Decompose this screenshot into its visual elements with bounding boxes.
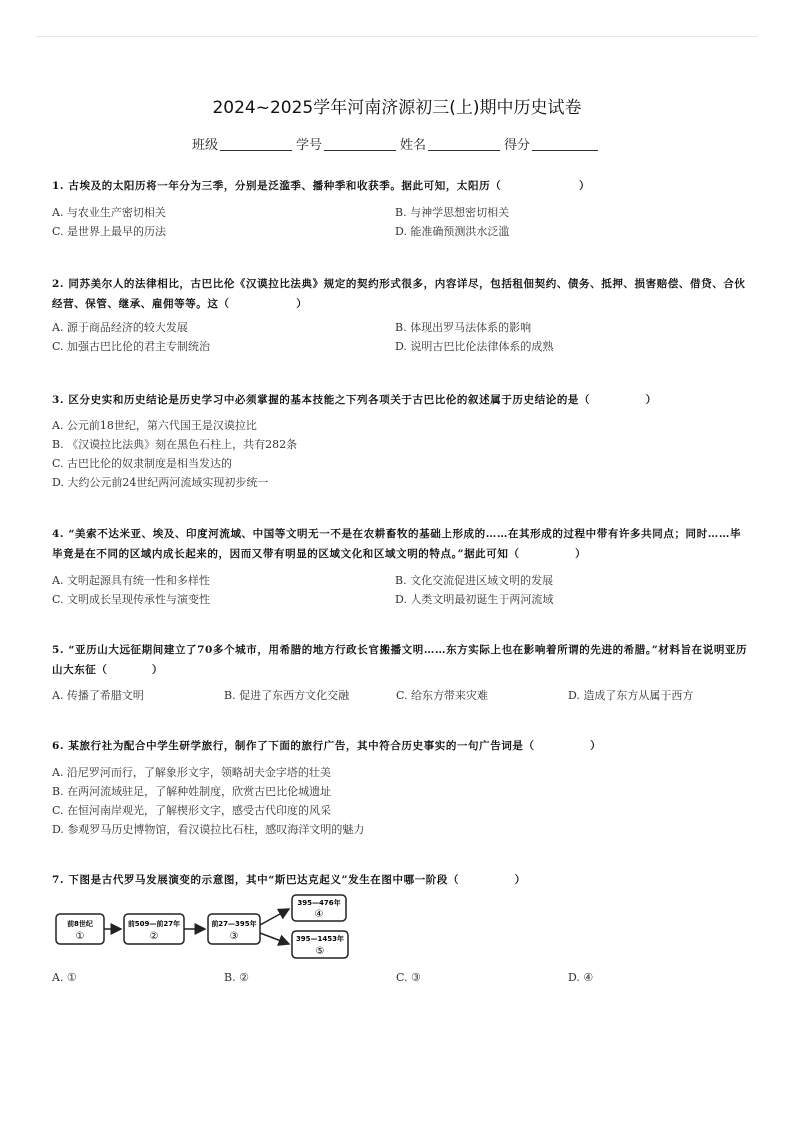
question-3 — [52, 390, 752, 492]
name-label: 姓名 — [400, 138, 427, 153]
question-4 — [52, 524, 752, 609]
node-period: 395—1453年 — [295, 935, 345, 943]
option-c[interactable]: C. 古巴比伦的奴隶制度是相当发达的 — [52, 457, 233, 470]
number-label: 学号 — [295, 138, 322, 153]
question-stem: 7. 下图是古代罗马发展演变的示意图，其中“斯巴达克起义”发生在图中哪一阶段（ ） — [52, 874, 526, 886]
option-d[interactable]: D. 能准确预测洪水泛滥 — [395, 225, 510, 238]
option-d[interactable]: D. 大约公元前24世纪两河流域实现初步统一 — [52, 476, 269, 489]
node-period: 前27—395年 — [211, 920, 257, 928]
arrow — [260, 933, 289, 944]
node-number: ① — [75, 931, 85, 942]
option-d[interactable]: D. 人类文明最初诞生于两河流域 — [395, 593, 554, 606]
question-1 — [52, 176, 752, 241]
node-number: ② — [149, 931, 159, 942]
option-d[interactable]: D. 造成了东方从属于西方 — [568, 689, 694, 702]
option-a[interactable]: A. ① — [52, 971, 77, 984]
diagram-node-2 — [124, 914, 184, 944]
option-b[interactable]: B. 与神学思想密切相关 — [395, 206, 510, 219]
option-b[interactable]: B. 促进了东西方文化交融 — [224, 689, 350, 702]
node-period: 前509—前27年 — [127, 920, 181, 928]
question-stem: 2. 同苏美尔人的法律相比，古巴比伦《汉谟拉比法典》规定的契约形式很多，内容详尽，包括租佃契约、债务、抵押、损害赔偿、借贷、合伙经营、保管、继承、雇佣等等。这（ ） — [52, 278, 746, 310]
node-number: ④ — [314, 909, 324, 920]
option-a[interactable]: A. 沿尼罗河而行，了解象形文字，领略胡夫金字塔的壮美 — [52, 766, 331, 779]
class-blank[interactable] — [220, 138, 292, 151]
option-b[interactable]: B. 体现出罗马法体系的影响 — [395, 321, 532, 334]
option-a[interactable]: A. 源于商品经济的较大发展 — [52, 321, 188, 334]
option-c[interactable]: C. 文明成长呈现传承性与演变性 — [52, 593, 211, 606]
question-stem: 1. 古埃及的太阳历将一年分为三季，分别是泛滥季、播种季和收获季。据此可知，太阳历（ ） — [52, 180, 591, 192]
option-c[interactable]: C. 给东方带来灾难 — [396, 689, 489, 702]
node-period: 395—476年 — [297, 899, 341, 907]
option-b[interactable]: B. 在两河流域驻足，了解种姓制度，欣赏古巴比伦城遗址 — [52, 785, 332, 798]
arrow — [260, 909, 289, 925]
score-blank[interactable] — [532, 138, 598, 151]
student-info-line — [0, 134, 794, 153]
diagram-node-3 — [208, 914, 260, 944]
option-c[interactable]: C. 是世界上最早的历法 — [52, 225, 167, 238]
option-a[interactable]: A. 传播了希腊文明 — [52, 689, 144, 702]
node-number: ⑤ — [315, 946, 325, 957]
option-c[interactable]: C. 在恒河南岸观光，了解楔形文字，感受古代印度的风采 — [52, 804, 332, 817]
question-stem: 3. 区分史实和历史结论是历史学习中必须掌握的基本技能之下列各项关于古巴比伦的叙述属于历史结论的是（ ） — [52, 394, 657, 406]
diagram-node-1 — [56, 914, 104, 944]
option-a[interactable]: A. 公元前18世纪，第六代国王是汉谟拉比 — [52, 419, 257, 432]
number-blank[interactable] — [324, 138, 396, 151]
question-stem: 6. 某旅行社为配合中学生研学旅行，制作了下面的旅行广告，其中符合历史事实的一句广告词是（ ） — [52, 740, 602, 752]
question-6 — [52, 736, 752, 839]
rome-development-diagram — [50, 892, 360, 962]
question-2 — [52, 274, 752, 356]
page-top-rule — [36, 36, 758, 37]
option-a[interactable]: A. 文明起源具有统一性和多样性 — [52, 574, 210, 587]
score-label: 得分 — [504, 138, 531, 153]
option-c[interactable]: C. ③ — [396, 971, 421, 984]
option-b[interactable]: B. 文化交流促进区域文明的发展 — [395, 574, 554, 587]
question-stem: 4. “美索不达米亚、埃及、印度河流域、中国等文明无一不是在农耕畜牧的基础上形成的……在其形成的过程中带有许多共同点；同时……毕毕竟是在不同的区域内成长起来的，因而又带有明显的区域文化和区域文明的特点。”据此可知（ ） — [52, 528, 742, 560]
diagram-node-4 — [292, 895, 346, 921]
class-label: 班级 — [191, 138, 218, 153]
option-d[interactable]: D. 说明古巴比伦法律体系的成熟 — [395, 340, 554, 353]
option-d[interactable]: D. 参观罗马历史博物馆，看汉谟拉比石柱，感叹海洋文明的魅力 — [52, 823, 365, 836]
question-7 — [52, 870, 752, 890]
name-blank[interactable] — [428, 138, 500, 151]
option-b[interactable]: B. 《汉谟拉比法典》刻在黑色石柱上，共有282条 — [52, 438, 298, 451]
question-stem: 5. “亚历山大远征期间建立了70多个城市，用希腊的地方行政长官搬播文明……东方实际上也在影响着所谓的先进的希腊。”材料旨在说明亚历山大东征（ ） — [52, 644, 748, 676]
option-c[interactable]: C. 加强古巴比伦的君主专制统治 — [52, 340, 211, 353]
question-7-options — [52, 968, 752, 987]
node-number: ③ — [229, 931, 239, 942]
question-5 — [52, 640, 752, 705]
option-a[interactable]: A. 与农业生产密切相关 — [52, 206, 166, 219]
diagram-node-5 — [292, 931, 348, 958]
option-b[interactable]: B. ② — [224, 971, 249, 984]
option-d[interactable]: D. ④ — [568, 971, 594, 984]
node-period: 前8世纪 — [67, 920, 93, 928]
exam-title: 2024~2025学年河南济源初三(上)期中历史试卷 — [212, 98, 582, 118]
